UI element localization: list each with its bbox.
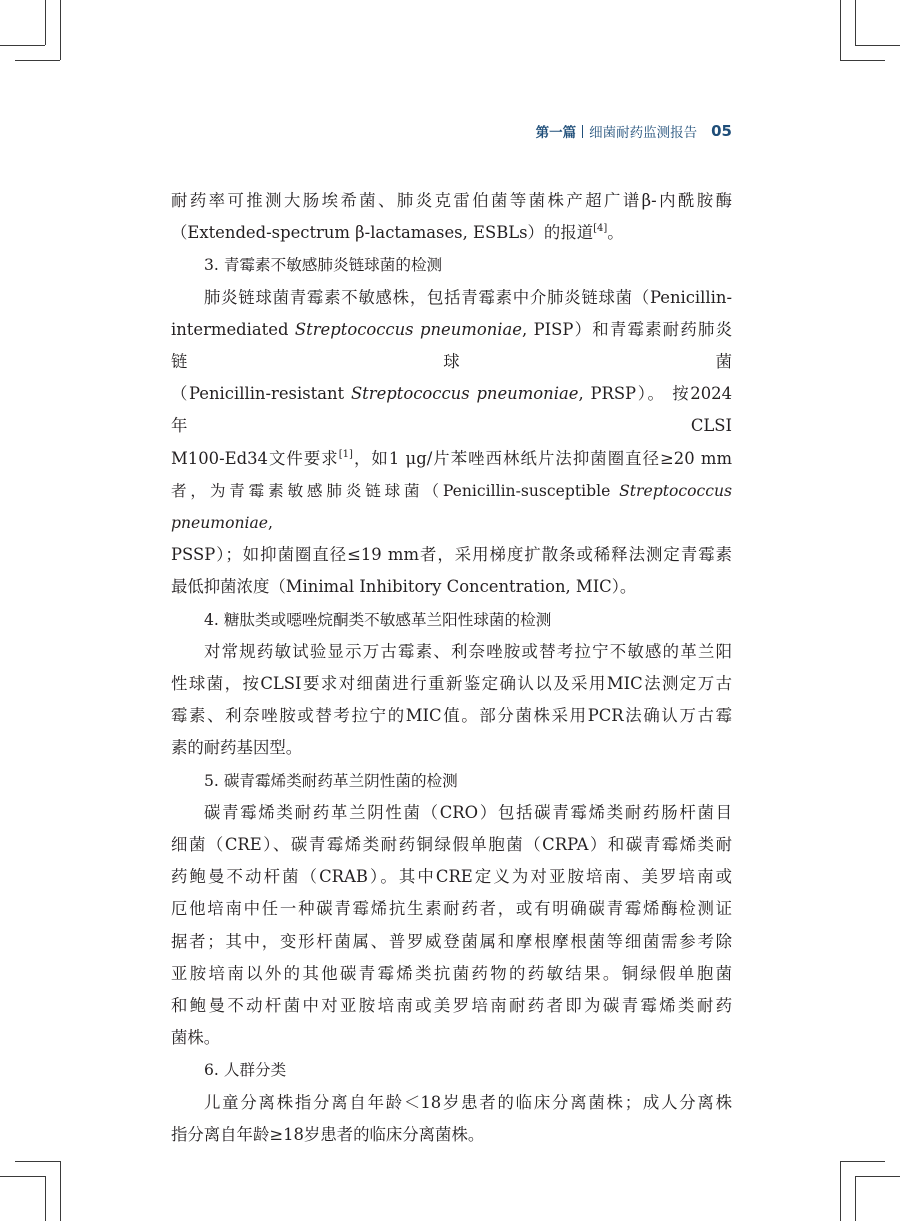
text-line: M100-Ed34文件要求[1]，如1 μg/片苯唑西林纸片法抑菌圈直径≥20 mm [171,448,732,468]
crop-mark [45,0,46,45]
text-line: 药鲍曼不动杆菌（CRAB）。其中CRE定义为对亚胺培南、美罗培南或 [171,867,732,887]
text-line: 者，为青霉素敏感肺炎链球菌（Penicillin-susceptible Streptococcus pneumoniae, [171,481,732,533]
text-line: 亚胺培南以外的其他碳青霉烯类抗菌药物的药敏结果。铜绿假单胞菌 [171,963,732,983]
text-line: （Penicillin-resistant Streptococcus pneumoniae, PRSP）。 按2024年CLSI [171,384,732,436]
crop-mark [15,1161,60,1162]
text-line: 儿童分离株指分离自年龄＜18岁患者的临床分离菌株；成人分离株 [204,1092,732,1112]
text-line: 厄他培南中任一种碳青霉烯抗生素耐药者，或有明确碳青霉烯酶检测证 [171,899,732,919]
crop-mark [15,60,60,61]
citation: [4] [593,223,608,235]
crop-mark [855,0,856,45]
crop-mark [60,1161,61,1221]
text-line: 据者；其中，变形杆菌属、普罗威登菌属和摩根摩根菌等细菌需参考除 [171,931,732,951]
text-line: 碳青霉烯类耐药革兰阴性菌（CRO）包括碳青霉烯类耐药肠杆菌目 [204,802,732,822]
text-line: 对常规药敏试验显示万古霉素、利奈唑胺或替考拉宁不敏感的革兰阳 [204,641,732,661]
section-heading: 5. 碳青霉烯类耐药革兰阴性菌的检测 [204,771,458,790]
crop-mark [855,45,900,46]
report-title: 细菌耐药监测报告 [589,125,698,141]
text-line: 霉素、利奈唑胺或替考拉宁的MIC值。部分菌株采用PCR法确认万古霉 [171,706,732,726]
text-line: 耐药率可推测大肠埃希菌、肺炎克雷伯菌等菌株产超广谱β-内酰胺酶 [171,191,732,210]
section-heading: 3. 青霉素不敏感肺炎链球菌的检测 [204,256,443,275]
running-header [536,121,732,141]
text-line: （Extended-spectrum β-lactamases, ESBLs）的报道[4]。 [171,223,624,243]
section-heading: 4. 糖肽类或噁唑烷酮类不敏感革兰阳性球菌的检测 [204,610,552,629]
crop-mark [0,1176,45,1177]
crop-mark [840,0,841,60]
text-line: 指分离自年龄≥18岁患者的临床分离菌株。 [171,1124,485,1144]
crop-mark [840,1161,841,1221]
crop-mark [60,0,61,60]
body-text [171,185,732,1151]
section-heading: 6. 人群分类 [204,1061,287,1080]
crop-mark [840,60,885,61]
crop-mark [855,1176,900,1177]
header-divider [582,125,583,138]
text-line: PSSP）；如抑菌圈直径≤19 mm者，采用梯度扩散条或稀释法测定青霉素 [171,545,732,565]
citation: [1] [338,448,353,460]
text-line: 和鲍曼不动杆菌中对亚胺培南或美罗培南耐药者即为碳青霉烯类耐药 [171,996,732,1016]
page-number: 05 [711,122,732,140]
text-line: 菌株。 [171,1028,221,1048]
crop-mark [855,1176,856,1221]
part-label: 第一篇 [535,125,577,141]
text-line: intermediated Streptococcus pneumoniae, PISP）和青霉素耐药肺炎链球菌 [171,319,732,372]
crop-mark [840,1161,885,1162]
text-line: 最低抑菌浓度（Minimal Inhibitory Concentration, MIC）。 [171,577,637,597]
text-line: 肺炎链球菌青霉素不敏感株，包括青霉素中介肺炎链球菌（Penicillin- [204,287,732,307]
crop-mark [0,45,45,46]
text-line: 素的耐药基因型。 [171,738,303,758]
crop-mark [45,1176,46,1221]
text-line: 细菌（CRE）、碳青霉烯类耐药铜绿假单胞菌（CRPA）和碳青霉烯类耐 [171,835,732,855]
text-line: 性球菌，按CLSI要求对细菌进行重新鉴定确认以及采用MIC法测定万古 [171,674,732,694]
